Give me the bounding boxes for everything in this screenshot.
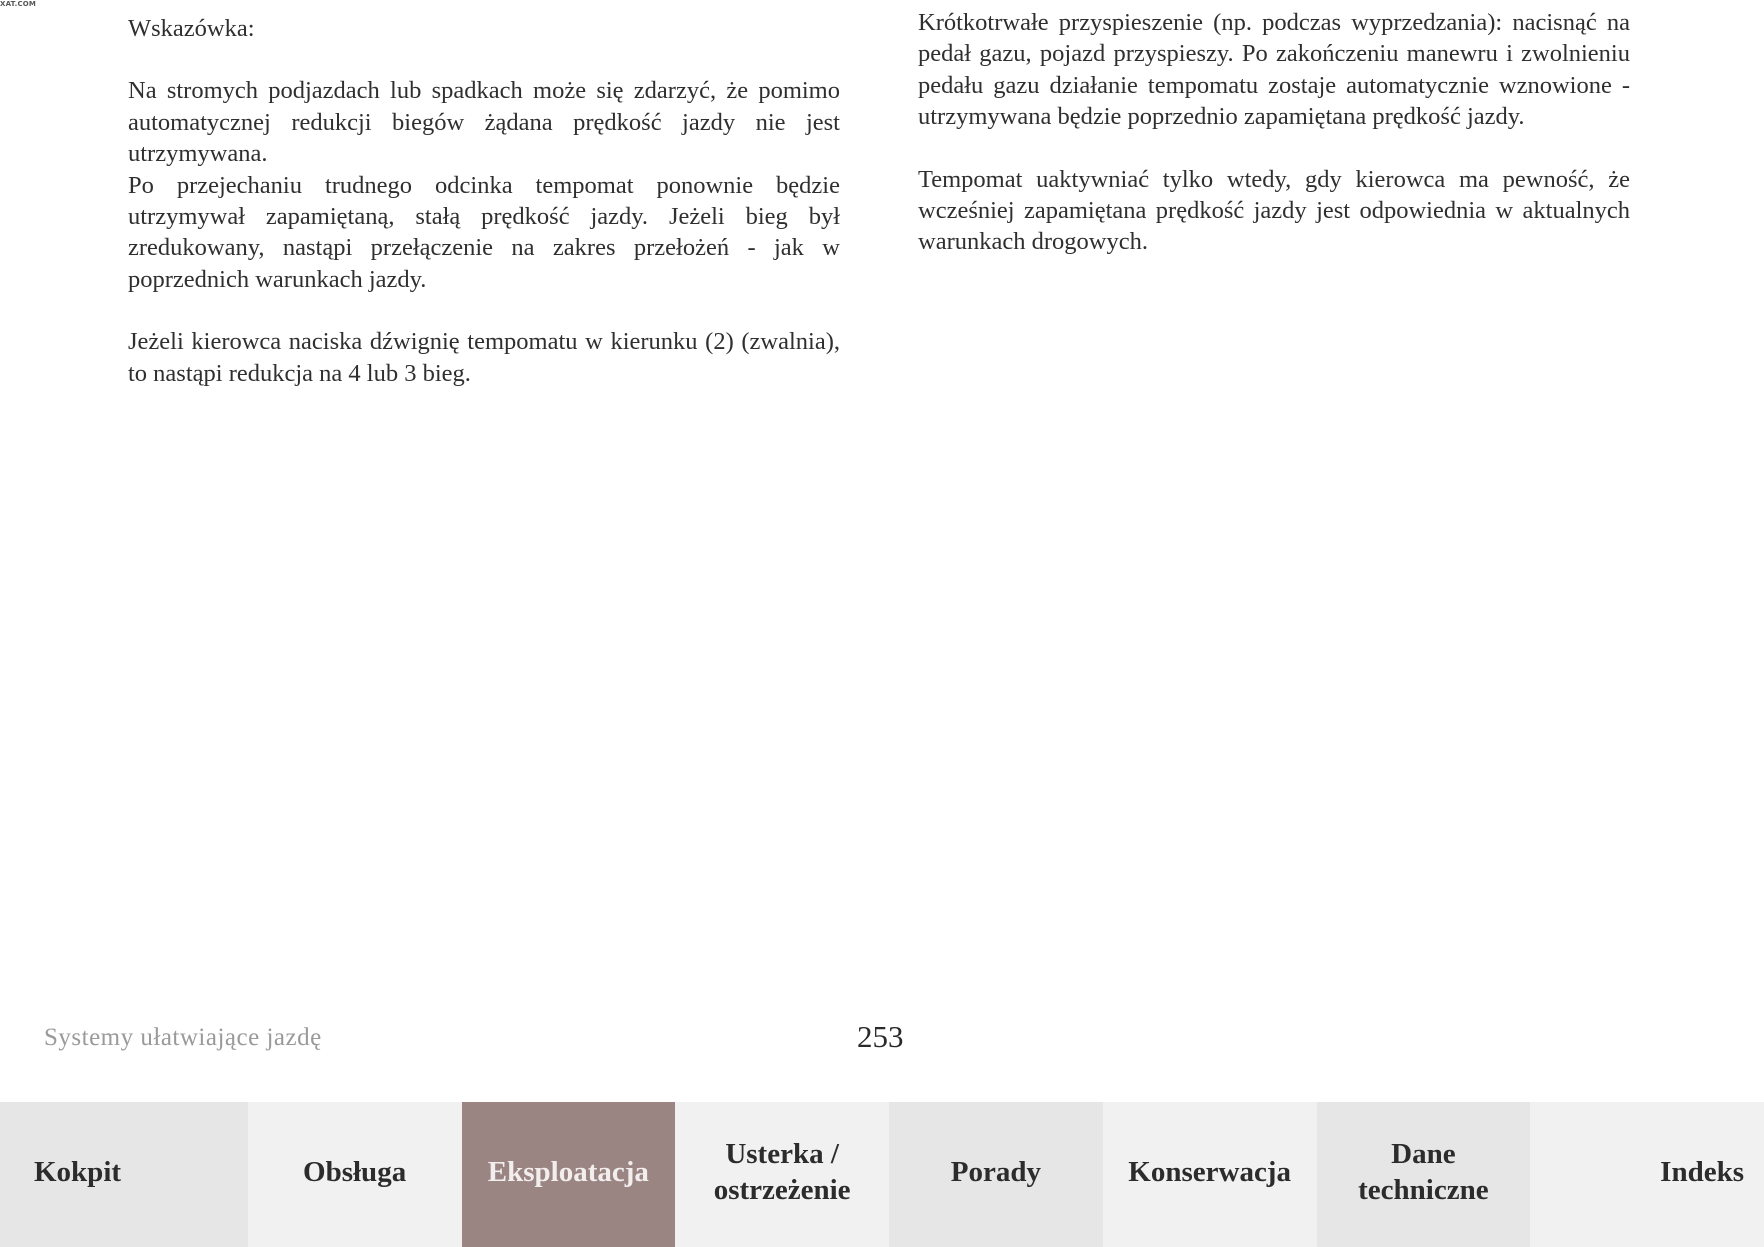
left-text-column [128, 13, 840, 389]
watermark: XAT.COM [0, 0, 37, 8]
paragraph: Jeżeli kierowca naciska dźwignię tempomatu w kierunku (2) (zwalnia), to nastąpi redukcja na 4 lub 3 bieg. [128, 328, 840, 387]
tab-label: Usterka / ostrzeżenie [713, 1137, 851, 1206]
page-number: 253 [857, 1019, 904, 1054]
paragraph: Tempomat uaktywniać tylko wtedy, gdy kierowca ma pewność, że wcześniej zapamiętana prędkość jazdy jest odpowiednia w aktualnych warunkach drogowych. [918, 165, 1630, 256]
tab-porady[interactable] [889, 1102, 1103, 1247]
tab-label: Eksploatacja [487, 1155, 649, 1188]
note-heading: Wskazówka: [128, 15, 255, 42]
section-title: Systemy ułatwiające jazdę [44, 1024, 322, 1051]
paragraph: Po przejechaniu trudnego odcinka tempomat ponownie będzie utrzymywał zapamiętaną, stałą prędkość jazdy. Jeżeli bieg był zredukowany, nastąpi przełączenie na zakres przełożeń - jak w poprzednich warunkach jazdy. [128, 171, 840, 293]
tab-usterka-ostrzezenie[interactable] [675, 1102, 889, 1247]
tab-konserwacja[interactable] [1103, 1102, 1317, 1247]
tab-label: Indeks [1660, 1155, 1744, 1188]
tab-obsluga[interactable] [248, 1102, 462, 1247]
tab-label: Porady [950, 1155, 1041, 1188]
tab-eksploatacja[interactable] [462, 1102, 676, 1247]
tab-kokpit[interactable] [0, 1102, 248, 1247]
tab-label: Konserwacja [1128, 1155, 1291, 1188]
right-text-column [918, 7, 1630, 258]
paragraph: Na stromych podjazdach lub spadkach może się zdarzyć, że pomimo automatycznej redukcji biegów żądana prędkość jazdy nie jest utrzymywana. [128, 77, 840, 168]
chapter-tab-bar [0, 1102, 1764, 1247]
tab-indeks[interactable] [1530, 1102, 1764, 1247]
paragraph: Krótkotrwałe przyspieszenie (np. podczas wyprzedzania): nacisnąć na pedał gazu, pojazd przyspieszy. Po zakończeniu manewru i zwolnieniu pedału gazu działanie tempomatu zostaje automatycznie wznowione - utrzymywana będzie poprzednio zapamiętana prędkość jazdy. [918, 9, 1630, 131]
tab-dane-techniczne[interactable] [1317, 1102, 1531, 1247]
tab-label: Dane techniczne [1358, 1137, 1489, 1206]
tab-label: Obsługa [303, 1155, 407, 1188]
tab-label: Kokpit [34, 1155, 122, 1188]
